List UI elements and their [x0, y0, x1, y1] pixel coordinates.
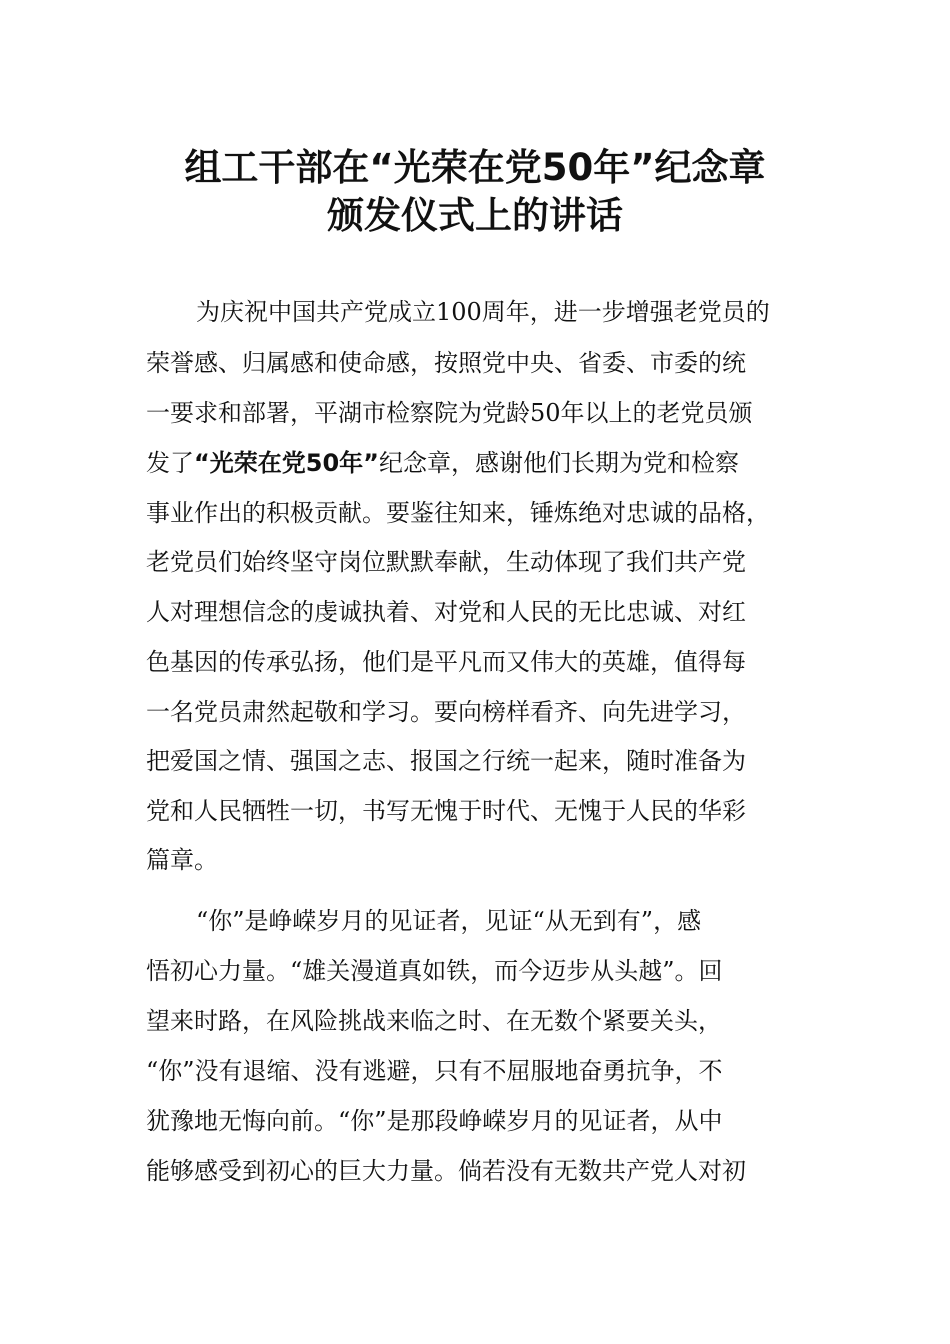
paragraph-2-line-6: 能够感受到初心的巨大力量。倘若没有无数共产党人对初 [146, 1157, 746, 1185]
paragraph-1-line-11: 党和人民牺牲一切，书写无愧于时代、无愧于人民的华彩 [146, 797, 746, 825]
paragraph-1-line-6: 老党员们始终坚守岗位默默奉献，生动体现了我们共产党 [146, 548, 746, 576]
paragraph-2-line-5: 犹豫地无悔向前。“你”是那段峥嵘岁月的见证者，从中 [146, 1107, 723, 1135]
paragraph-2-line-3: 望来时路，在风险挑战来临之时、在无数个紧要关头， [146, 1007, 722, 1035]
paragraph-1-line-8: 色基因的传承弘扬，他们是平凡而又伟大的英雄，值得每 [146, 648, 746, 676]
paragraph-1-line-5: 事业作出的积极贡献。要鉴往知来，锤炼绝对忠诚的品格， [146, 499, 770, 527]
paragraph-1-line-2: 荣誉感、归属感和使命感，按照党中央、省委、市委的统 [146, 349, 746, 377]
paragraph-1-line-1: 为庆祝中国共产党成立100周年，进一步增强老党员的 [196, 298, 770, 326]
paragraph-1-line-3: 一要求和部署，平湖市检察院为党龄50年以上的老党员颁 [146, 399, 753, 427]
paragraph-2-line-4: “你”没有退缩、没有逃避，只有不屈服地奋勇抗争，不 [146, 1057, 723, 1085]
line-4-suffix: 纪念章，感谢他们长期为党和检察 [378, 449, 739, 477]
paragraph-1-line-7: 人对理想信念的虔诚执着、对党和人民的无比忠诚、对红 [146, 598, 746, 626]
bold-quote: “光荣在党50年” [194, 449, 379, 477]
paragraph-1-line-12: 篇章。 [146, 846, 218, 874]
document-title-line-2: 颁发仪式上的讲话 [327, 194, 623, 237]
paragraph-1-line-9: 一名党员肃然起敬和学习。要向榜样看齐、向先进学习， [146, 698, 746, 726]
paragraph-2-line-1: “你”是峥嵘岁月的见证者，见证“从无到有”，感 [196, 907, 702, 935]
document-title-line-1: 组工干部在“光荣在党50年”纪念章 [184, 146, 766, 189]
paragraph-1-line-10: 把爱国之情、强国之志、报国之行统一起来，随时准备为 [146, 747, 746, 775]
line-4-prefix: 发了 [146, 449, 194, 477]
paragraph-2-line-2: 悟初心力量。“雄关漫道真如铁，而今迈步从头越”。回 [146, 957, 723, 985]
paragraph-1-line-4 [146, 446, 739, 480]
